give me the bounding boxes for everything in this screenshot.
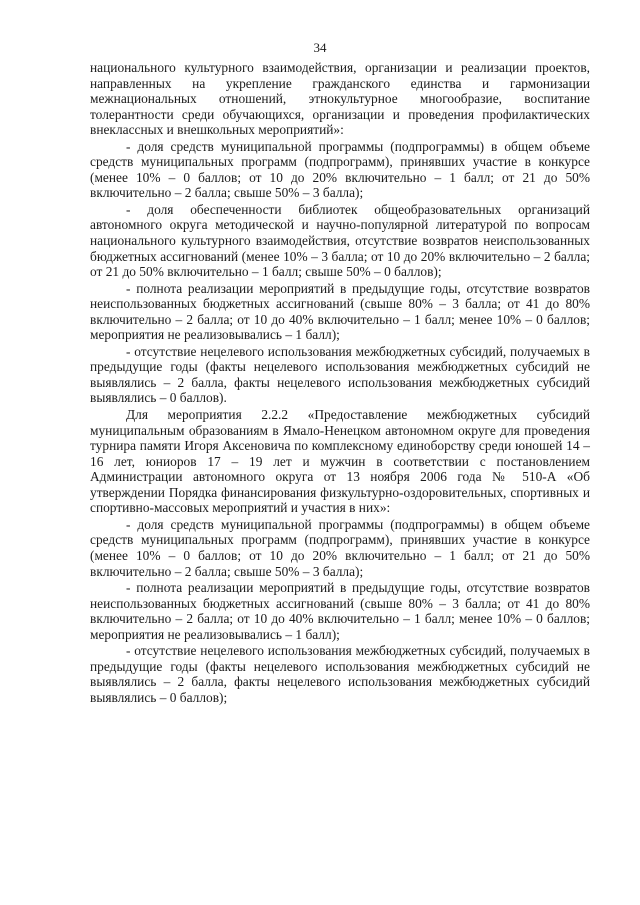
list-item: - доля обеспеченности библиотек общеобразовательных организаций автономного округа методической и научно-популярной литературой по вопросам национального культурного взаимодействия, отсутствие возвратов неиспользованных бюджетных ассигнований (менее 10% – 3 балла; от 10 до 20% включительно – 2 балла; от 21 до 50% включительно – 1 балл; свыше 50% – 0 баллов); <box>90 201 590 280</box>
list-item: - полнота реализации мероприятий в предыдущие годы, отсутствие возвратов неиспользованных бюджетных ассигнований (свыше 80% – 3 балла; от 41 до 80% включительно – 2 балла; от 10 до 40% включительно – 1 балл; менее 10% – 0 баллов; мероприятия не реализовывались – 1 балл); <box>90 580 590 642</box>
page-number: 34 <box>313 40 327 55</box>
list-item: - доля средств муниципальной программы (подпрограммы) в общем объеме средств муниципальных программ (подпрограмм), принявших участие в конкурсе (менее 10% – 0 баллов; от 10 до 20% включительно – 1 балл; от 21 до 50% включительно – 2 балла; свыше 50% – 3 балла); <box>90 138 590 201</box>
document-body <box>90 60 590 705</box>
paragraph: национального культурного взаимодействия, организации и реализации проектов, направленных на укрепление гражданского единства и гармонизации межнациональных отношений, этнокультурное многообразие, воспитание толерантности среди обучающихся, организации и проведения профилактических внеклассных и внешкольных мероприятий»: <box>90 60 590 138</box>
list-item: - отсутствие нецелевого использования межбюджетных субсидий, получаемых в предыдущие годы (факты нецелевого использования межбюджетных субсидий не выявлялись – 2 балла, факты нецелевого использования межбюджетных субсидий выявлялись – 0 баллов); <box>90 643 590 705</box>
list-item: - полнота реализации мероприятий в предыдущие годы, отсутствие возвратов неиспользованных бюджетных ассигнований (свыше 80% – 3 балла; от 41 до 80% включительно – 2 балла; от 10 до 40% включительно – 1 балл; менее 10% – 0 баллов; мероприятия не реализовывались – 1 балл); <box>90 280 590 343</box>
list-item: - доля средств муниципальной программы (подпрограммы) в общем объеме средств муниципальных программ (подпрограмм), принявших участие в конкурсе (менее 10% – 0 баллов; от 10 до 20% включительно – 1 балл; от 21 до 50% включительно – 2 балла; свыше 50% – 3 балла); <box>90 516 590 579</box>
paragraph: Для мероприятия 2.2.2 «Предоставление межбюджетных субсидий муниципальным образованиям в Ямало-Ненецком автономном округе для проведения турнира памяти Игоря Аксеновича по комплексному единоборству среди юношей 14 – 16 лет, юниоров 17 – 19 лет и мужчин в соответствии с постановлением Администрации автономного округа от 13 ноября 2006 года № 510-А «Об утверждении Порядка финансирования физкультурно-оздоровительных, спортивных и спортивно-массовых мероприятий и участия в них»: <box>90 407 590 516</box>
list-item: - отсутствие нецелевого использования межбюджетных субсидий, получаемых в предыдущие годы (факты нецелевого использования межбюджетных субсидий не выявлялись – 2 балла, факты нецелевого использования межбюджетных субсидий выявлялись – 0 баллов). <box>90 343 590 406</box>
